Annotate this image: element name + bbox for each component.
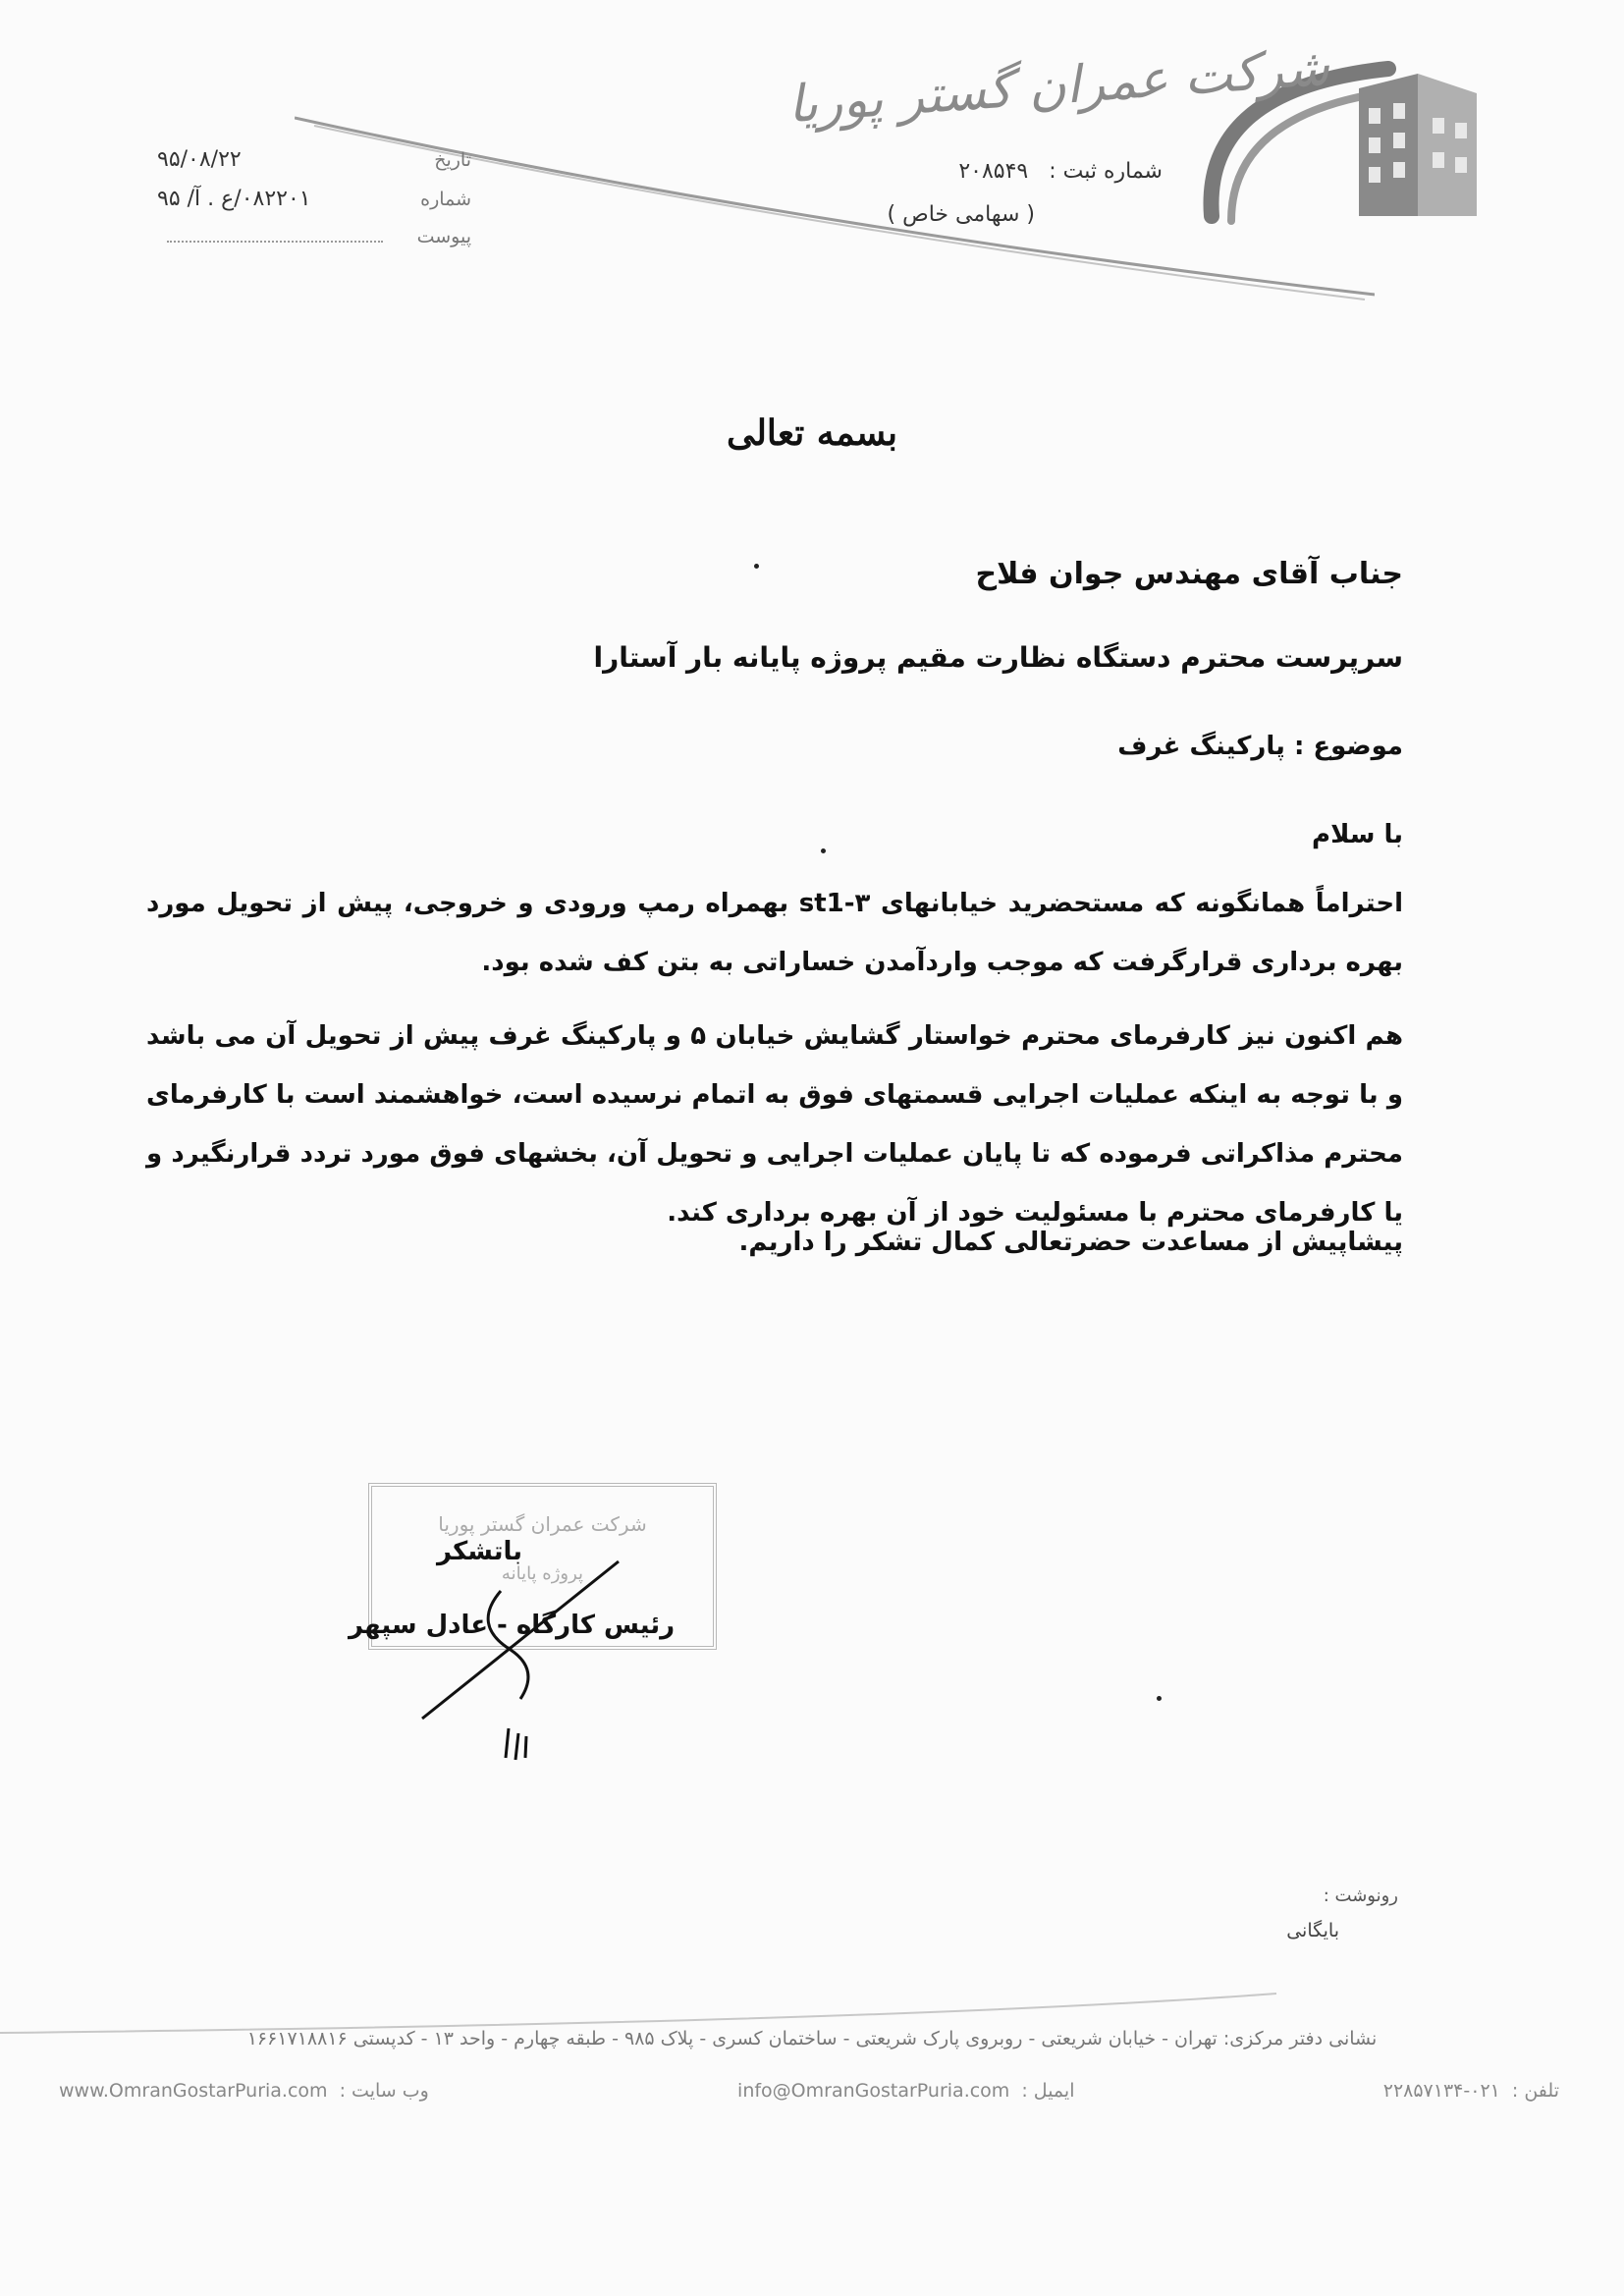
- date-value: ۹۵/۰۸/۲۲: [157, 147, 242, 172]
- scan-speck: [754, 564, 759, 569]
- attachment-dots: [167, 227, 383, 243]
- phone-value: ۰۲۱-۲۲۸۵۷۱۳۴: [1382, 2080, 1500, 2102]
- invocation-heading: بسمه تعالی: [726, 412, 898, 454]
- website-label: وب سایت :: [339, 2080, 429, 2102]
- stamp-line-2: پروژه پایانه: [501, 1563, 584, 1584]
- company-name: شرکت عمران گستر پوریا: [785, 37, 1331, 136]
- archive-label: بایگانی: [1286, 1920, 1339, 1941]
- registration-number: ۲۰۸۵۴۹: [958, 159, 1029, 184]
- website-value[interactable]: www.OmranGostarPuria.com: [59, 2080, 328, 2102]
- email-value[interactable]: info@OmranGostarPuria.com: [737, 2080, 1010, 2102]
- stamp-line-1: شرکت عمران گستر پوریا: [438, 1512, 647, 1536]
- handwritten-signature-icon: [393, 1532, 648, 1777]
- attachment-label: پیوست: [416, 226, 471, 247]
- footer-address: نشانی دفتر مرکزی: تهران - خیابان شریعتی - روبروی پارک شریعتی - ساختمان کسری - پلاک ۹۸۵ - طبقه چهارم - واحد ۱۳ - کدپستی ۱۶۶۱۷۱۸۸۱۶: [246, 2028, 1378, 2050]
- registration-line: [958, 159, 1163, 184]
- letter-meta: [157, 147, 471, 265]
- scan-speck: [1157, 1696, 1162, 1701]
- number-value: ۰۸۲۲۰۱/ع . آ/ ۹۵: [157, 187, 311, 211]
- subject-line: موضوع : پارکینگ غرف: [1117, 732, 1403, 761]
- footer-phone: [1383, 2080, 1565, 2102]
- greeting: با سلام: [1312, 820, 1403, 849]
- recipient-title: سرپرست محترم دستگاه نظارت مقیم پروژه پایانه بار آستارا: [593, 641, 1403, 674]
- copy-to-label: رونوشت :: [1323, 1886, 1398, 1906]
- footer-website: [59, 2080, 435, 2102]
- signer-name: رئیس کارگاه - عادل سپهر: [349, 1611, 676, 1640]
- date-row: [157, 147, 471, 187]
- closing-line: پیشاپیش از مساعدت حضرتعالی کمال تشکر را داریم.: [738, 1228, 1403, 1257]
- paragraph-2: هم اکنون نیز کارفرمای محترم خواستار گشایش خیابان ۵ و پارکینگ غرف پیش از تحویل آن می باشد و با توجه به اینکه عملیات اجرایی قسمتهای فوق به اتمام نرسیده است، خواهشمند است با کارفرمای محترم مذاکراتی فرموده که تا پایان عملیات اجرایی و تحویل آن، بخشهای فوق مورد تردد قرارنگیرد و یا کارفرمای محترم با مسئولیت خود از آن بهره برداری کند.: [146, 1021, 1404, 1228]
- scan-speck: [821, 848, 826, 853]
- email-label: ایمیل :: [1021, 2080, 1075, 2102]
- paragraph-1: احتراماً همانگونه که مستحضرید خیابانهای st1-۳ بهمراه رمپ ورودی و خروجی، پیش از تحویل مورد بهره برداری قرارگرفت که موجب واردآمدن خساراتی به بتن کف شده بود.: [146, 889, 1403, 977]
- date-label: تاریخ: [434, 149, 471, 171]
- registration-label: شماره ثبت :: [1049, 159, 1163, 184]
- recipient-name: جناب آقای مهندس جوان فلاح: [975, 557, 1403, 591]
- phone-label: تلفن :: [1511, 2080, 1559, 2102]
- thanks-text: باتشکر: [437, 1537, 523, 1566]
- number-row: [157, 187, 471, 226]
- company-type: ( سهامی خاص ): [887, 202, 1035, 227]
- attachment-row: [157, 226, 471, 265]
- footer-contact: [59, 2080, 1565, 2102]
- footer-email: [737, 2080, 1080, 2102]
- number-label: شماره: [420, 189, 471, 210]
